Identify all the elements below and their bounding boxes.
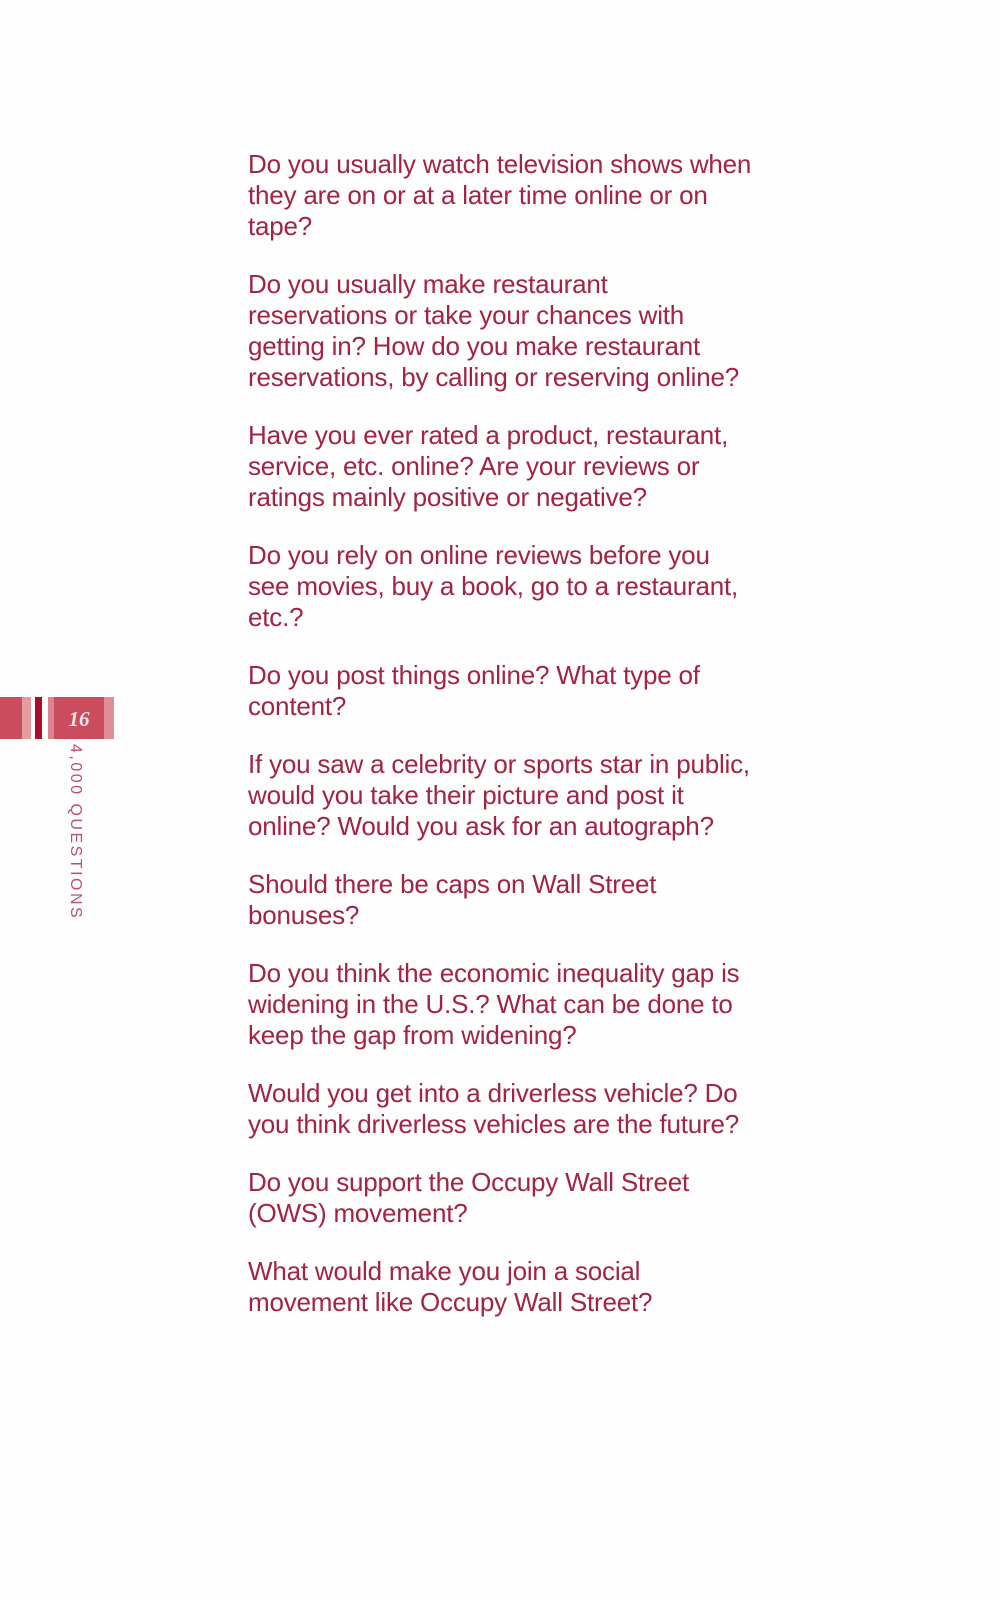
question-paragraph: Would you get into a driverless vehicle? Do you think driverless vehicles are the future? (248, 1078, 740, 1139)
question-paragraph: Have you ever rated a product, restaurant, service, etc. online? Are your reviews or ratings mainly positive or negative? (248, 420, 729, 512)
question-paragraph: If you saw a celebrity or sports star in public, would you take their picture and post it online? Would you ask for an autograph? (248, 749, 750, 841)
question-paragraph: Do you think the economic inequality gap is widening in the U.S.? What can be done to keep the gap from widening? (248, 958, 740, 1050)
banner-stripe-dark-crimson (35, 697, 42, 739)
question-paragraph: Do you support the Occupy Wall Street (OWS) movement? (248, 1167, 690, 1228)
question-paragraph: Do you usually make restaurant reservations or take your chances with getting in? How do you make restaurant reservations, by calling or reserving online? (248, 269, 740, 392)
banner-stripe-pale-pink (22, 697, 31, 739)
question-paragraph: Do you post things online? What type of content? (248, 660, 700, 721)
page-number-banner (0, 697, 114, 739)
question-paragraph: What would make you join a social movement like Occupy Wall Street? (248, 1256, 653, 1317)
banner-stripe-red (0, 697, 22, 739)
page-number-block (54, 697, 104, 739)
spine-title: 4,000 QUESTIONS (67, 744, 84, 921)
questions-column (248, 149, 753, 1345)
question-paragraph: Should there be caps on Wall Street bonuses? (248, 869, 657, 930)
question-paragraph: Do you usually watch television shows when they are on or at a later time online or on tape? (248, 149, 752, 241)
banner-stripe-right-pink (104, 697, 114, 739)
page-number: 16 (68, 706, 90, 731)
question-paragraph: Do you rely on online reviews before you see movies, buy a book, go to a restaurant, etc.? (248, 540, 739, 632)
